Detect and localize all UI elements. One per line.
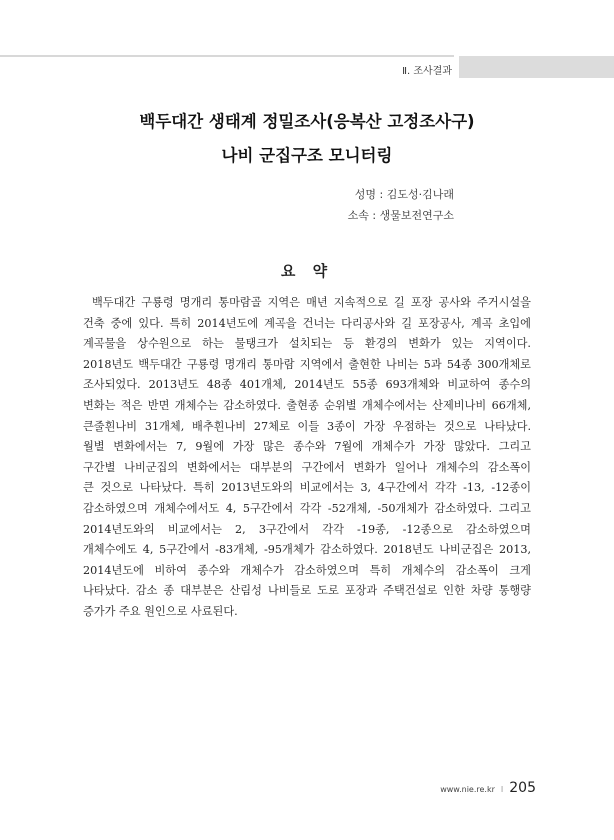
summary-line: 건축 중에 있다. 특히 2014년도에 계곡을 건너는 다리공사와 길 포장공사, 계곡 초입에 bbox=[83, 316, 531, 330]
summary-line: 조사되었다. 2013년도 48종 401개체, 2014년도 55종 693개체와 비교하여 종수의 bbox=[83, 378, 531, 392]
summary-line: 변화는 적은 반면 개체수는 감소하였다. 출현종 순위별 개체수에서는 산제비나비 66개체, bbox=[83, 398, 531, 412]
summary-line: 백두대간 구룡령 명개리 통마람골 지역은 매년 지속적으로 길 포장 공사와 주거시설을 bbox=[92, 296, 531, 309]
summary-line: 증가가 주요 원인으로 사료된다. bbox=[83, 604, 238, 618]
summary-body bbox=[83, 293, 531, 623]
page-footer bbox=[440, 780, 536, 796]
summary-line: 월별 변화에서는 7, 9월에 가장 많은 종수와 7월에 개체수가 가장 많았다. 그리고 bbox=[83, 440, 531, 454]
header-rule bbox=[0, 55, 454, 57]
summary-line: 큰 것으로 나타났다. 특히 2013년도와의 비교에서는 3, 4구간에서 각각 -13, -12종이 bbox=[83, 481, 531, 495]
title-line-1: 백두대간 생태계 정밀조사(응복산 고정조사구) bbox=[139, 112, 475, 131]
summary-line: 2014년도에 비하여 종수와 개체수가 감소하였으며 특히 개체수의 감소폭이 크게 bbox=[83, 563, 531, 577]
title-line-2: 나비 군집구조 모니터링 bbox=[221, 146, 393, 165]
header-tab bbox=[459, 56, 614, 78]
author-affiliation: 소속 : 생물보전연구소 bbox=[347, 209, 454, 222]
summary-line: 계곡물을 상수원으로 하는 물탱크가 설치되는 등 환경의 변화가 있는 지역이다. bbox=[83, 337, 531, 351]
author-name: 성명 : 김도성·김나래 bbox=[354, 188, 454, 201]
section-label: Ⅱ. 조사결과 bbox=[402, 66, 452, 77]
summary-line: 2018년도 백두대간 구룡령 명개리 통마람 지역에서 출현한 나비는 5과 54종 300개체로 bbox=[83, 357, 531, 371]
page-number: 205 bbox=[509, 780, 536, 796]
summary-line: 큰줄흰나비 31개체, 배추흰나비 27체로 이들 3종이 가장 우점하는 것으로 나타났다. bbox=[83, 419, 531, 433]
footer-separator: I bbox=[500, 785, 504, 794]
summary-line: 감소하였으며 개체수에서도 4, 5구간에서 각각 -52개체, -50개체가 감소하였다. 그리고 bbox=[83, 501, 531, 515]
summary-line: 2014년도와의 비교에서는 2, 3구간에서 각각 -19종, -12종으로 감소하였으며 bbox=[83, 522, 531, 536]
summary-line: 개체수에도 4, 5구간에서 -83개체, -95개체가 감소하였다. 2018년도 나비군집은 2013, bbox=[83, 543, 531, 557]
summary-line: 나타났다. 감소 종 대부분은 산림성 나비들로 도로 포장과 주택건설로 인한 차량 통행량 bbox=[83, 584, 531, 598]
footer-url: www.nie.re.kr bbox=[440, 785, 495, 794]
summary-heading: 요 약 bbox=[280, 262, 334, 280]
summary-line: 구간별 나비군집의 변화에서는 대부분의 구간에서 변화가 일어나 개체수의 감소폭이 bbox=[83, 460, 531, 474]
